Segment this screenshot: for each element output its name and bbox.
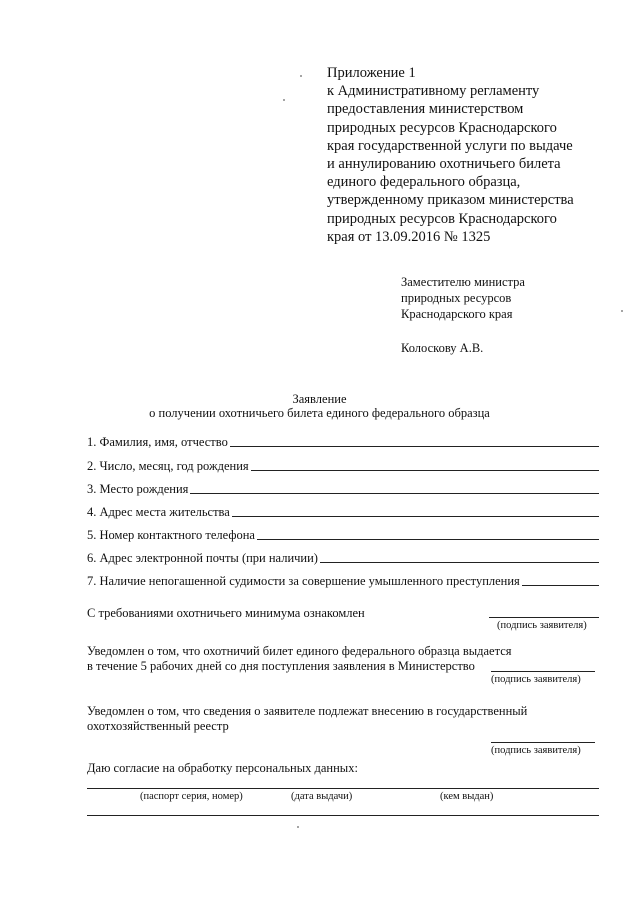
appendix-line: предоставления министерством [327, 101, 524, 118]
field-label: 4. Адрес места жительства [87, 505, 230, 519]
field-birth-date[interactable] [87, 456, 599, 474]
appendix-line: и аннулированию охотничьего билета [327, 156, 561, 173]
appendix-line: к Административному регламенту [327, 83, 540, 100]
consent-personal-data: Даю согласие на обработку персональных данных: [87, 761, 358, 775]
field-phone[interactable] [87, 525, 599, 543]
document-title: Заявление [292, 392, 347, 406]
statement-registry-line2: охотхозяйственный реестр [87, 719, 229, 733]
field-blank-line[interactable] [190, 493, 599, 494]
addressee-person: Колоскову А.В. [401, 341, 484, 355]
appendix-header [327, 64, 617, 246]
passport-date-caption: (дата выдачи) [291, 791, 353, 802]
scan-speck [297, 826, 299, 828]
passport-issuer-caption: (кем выдан) [440, 791, 494, 802]
field-blank-line[interactable] [320, 562, 599, 563]
statement-registry-line1: Уведомлен о том, что сведения о заявителе подлежат внесению в государственный [87, 704, 528, 718]
field-blank-line[interactable] [257, 539, 599, 540]
field-blank-line[interactable] [251, 470, 599, 471]
statement-hunting-minimum: С требованиями охотничьего минимума ознакомлен [87, 606, 365, 620]
field-criminal-record[interactable] [87, 571, 599, 589]
field-residence-address[interactable] [87, 502, 599, 520]
passport-series-caption: (паспорт серия, номер) [140, 791, 243, 802]
signature-caption: (подпись заявителя) [491, 745, 581, 756]
field-email[interactable] [87, 548, 599, 566]
statement-issue-term-line1: Уведомлен о том, что охотничий билет единого федерального образца выдается [87, 644, 512, 658]
field-birth-place[interactable] [87, 479, 599, 497]
passport-details-line[interactable] [87, 788, 599, 789]
addressee-line: Заместителю министра [401, 275, 525, 289]
scan-speck [283, 99, 285, 101]
field-label: 1. Фамилия, имя, отчество [87, 435, 228, 449]
field-label: 3. Место рождения [87, 482, 189, 496]
appendix-line: природных ресурсов Краснодарского [327, 210, 557, 227]
field-label: 7. Наличие непогашенной судимости за совершение умышленного преступления [87, 574, 520, 588]
statement-issue-term-line2: в течение 5 рабочих дней со дня поступления заявления в Министерство [87, 659, 475, 673]
signature-caption: (подпись заявителя) [491, 674, 581, 685]
addressee-block [401, 274, 525, 356]
passport-extra-line[interactable] [87, 815, 599, 816]
document-subtitle: о получении охотничьего билета единого федерального образца [149, 406, 490, 420]
field-label: 6. Адрес электронной почты (при наличии) [87, 551, 318, 565]
addressee-line: Краснодарского края [401, 307, 513, 321]
signature-line[interactable] [489, 617, 599, 618]
field-blank-line[interactable] [522, 585, 599, 586]
field-label: 2. Число, месяц, год рождения [87, 459, 249, 473]
appendix-line: Приложение 1 [327, 65, 416, 81]
field-full-name[interactable] [87, 432, 599, 450]
appendix-line: единого федерального образца, [327, 174, 521, 191]
appendix-line: края от 13.09.2016 № 1325 [327, 228, 491, 245]
appendix-line: природных ресурсов Краснодарского [327, 119, 557, 136]
signature-caption: (подпись заявителя) [497, 620, 587, 631]
scan-speck [300, 75, 302, 77]
appendix-line: утвержденному приказом министерства [327, 192, 574, 209]
scan-speck [621, 310, 623, 312]
signature-line[interactable] [491, 671, 595, 672]
field-label: 5. Номер контактного телефона [87, 528, 255, 542]
addressee-line: природных ресурсов [401, 291, 512, 305]
field-blank-line[interactable] [232, 516, 599, 517]
appendix-line: края государственной услуги по выдаче [327, 137, 573, 154]
signature-line[interactable] [491, 742, 595, 743]
field-blank-line[interactable] [230, 446, 599, 447]
